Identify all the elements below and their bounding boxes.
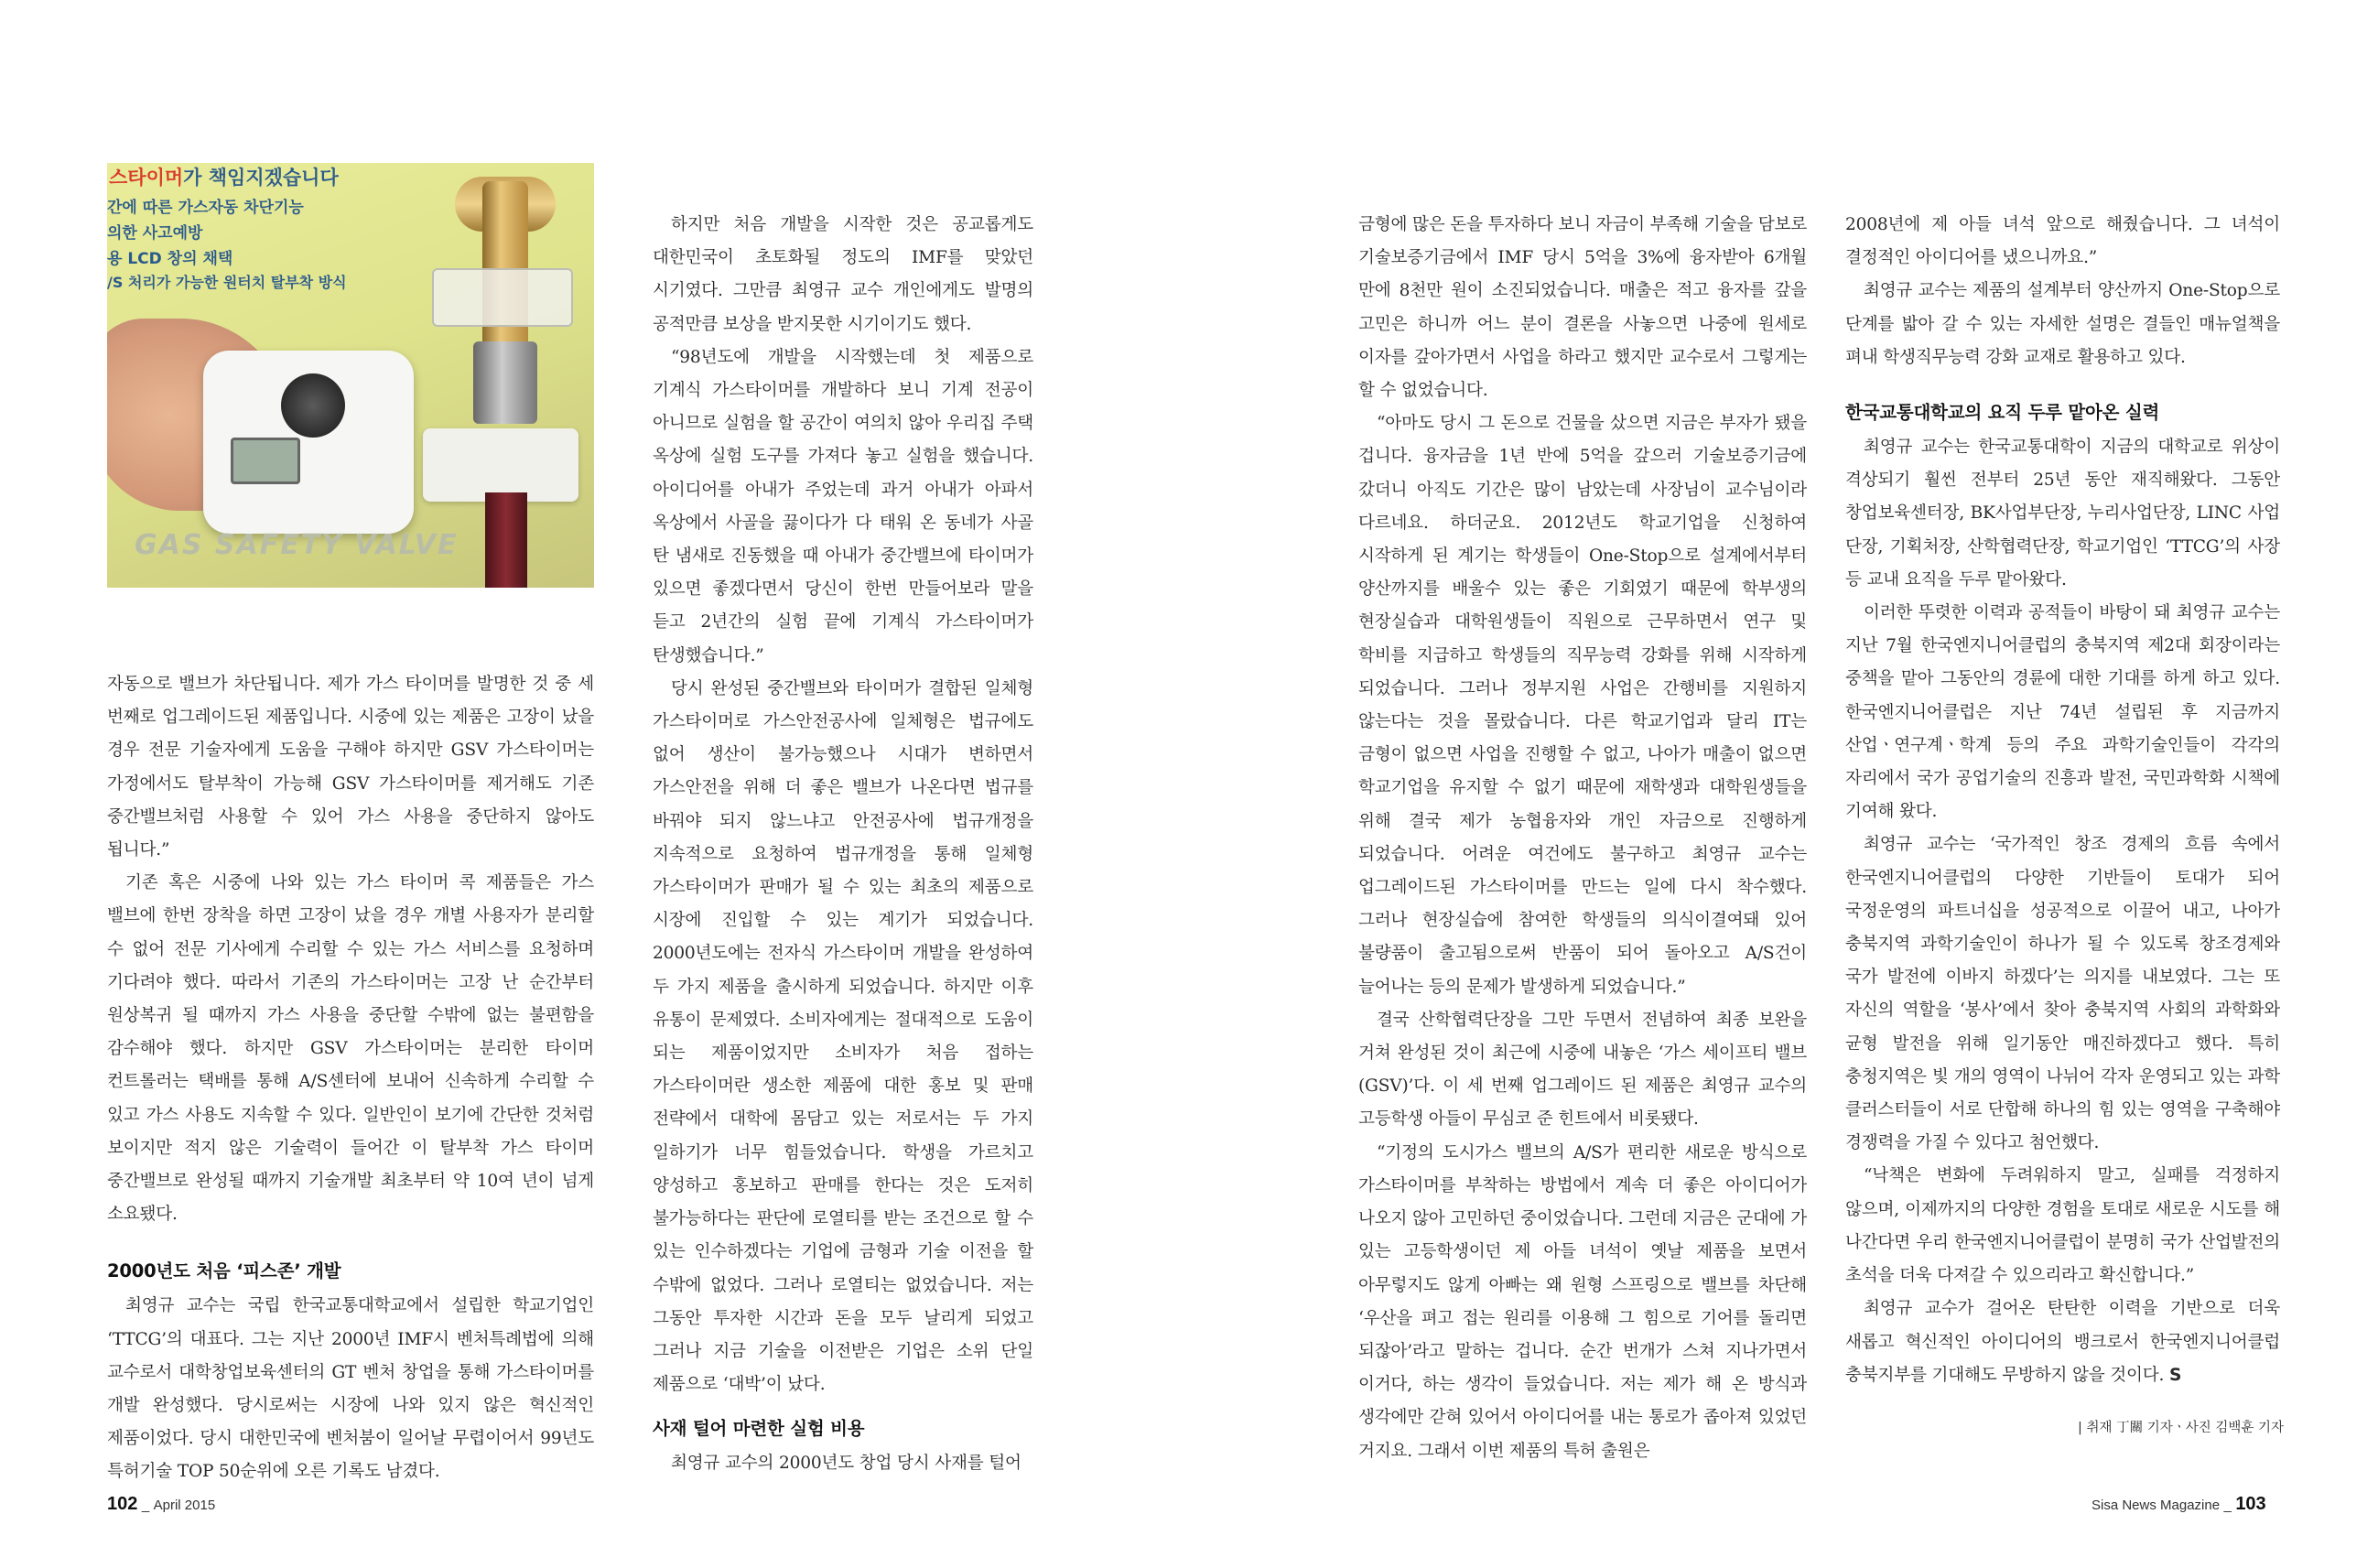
footer-separator: _ [141,1498,150,1513]
paragraph: 하지만 처음 개발을 시작한 것은 공교롭게도 대한민국이 초토화될 정도의 IMF를 맞았던 시기였다. 그만큼 최영규 교수 개인에게도 발명의 공적만큼 보상을 받지못한 시기이기도 했다. [653,215,1033,334]
poster-heading: 스타이머가 책임지겠습니다 [109,167,339,189]
section-heading: 한국교통대학교의 요직 두루 맡아온 실력 [1845,402,2160,424]
footer-separator: _ [2223,1498,2232,1513]
issue-date: April 2015 [153,1498,216,1513]
column-4 [1845,209,2280,1392]
column-3 [1358,209,1807,1468]
paragraph: “98년도에 개발을 시작했는데 첫 제품으로 기계식 가스타이머를 개발하다 보니 기계 전공이 아니므로 실험을 할 공간이 여의치 않아 우리집 주택 옥상에 실험 도구를 가져다 놓고 실험을 했습니다. 아이디어를 아내가 주었는데 과거 아내가 아파서 옥상에서 사골을 끓이다가 다 태워 온 동네가 사골 탄 냄새로 진동했을 때 아내가 중간밸브에 타이머가 있으면 좋겠다면서 당신이 한번 만들어보라 말을 듣고 2년간의 실험 끝에 기계식 가스타이머가 탄생했습니다.” [653,347,1033,665]
paragraph: 결국 산학협력단장을 그만 두면서 전념하여 최종 보완을 거쳐 완성된 것이 최근에 시중에 내놓은 ‘가스 세이프티 밸브(GSV)’다. 이 세 번째 업그레이드 된 제품은 최영규 교수의 고등학생 아들이 무심코 준 힌트에서 비롯됐다. [1358,1010,1807,1130]
paragraph: “낙책은 변화에 두려워하지 말고, 실패를 걱정하지 않으며, 이제까지의 다양한 경험을 토대로 새로운 시도를 해 나간다면 우리 한국엔지니어클럽이 분명히 국가 산업발전의 초석을 더욱 다져갈 수 있으리라고 확신합니다.” [1845,1166,2280,1286]
gas-hose [485,492,527,588]
paragraph-text: 최영규 교수가 걸어온 탄탄한 이력을 기반으로 더욱 새롭고 혁신적인 아이디어의 뱅크로서 한국엔지니어클럽 충북지부를 기대해도 무방하지 않을 것이다. [1845,1299,2280,1385]
footer-right [2092,1494,2266,1515]
paragraph: “기정의 도시가스 밸브의 A/S가 편리한 새로운 방식으로 가스타이머를 부착하는 방법에서 계속 더 좋은 아이디어가 나오지 않아 고민하던 중이었습니다. 그런데 지금은 군대에 가 있는 고등학생이던 제 아들 녀석이 옛날 제품을 보면서 아무렇지도 않게 아빠는 왜 원형 스프링으로 밸브를 차단해 ‘우산을 펴고 접는 원리를 이용해 그 힘으로 기어를 돌리면 되잖아’라고 말하는 겁니다. 순간 번개가 스쳐 지나가면서 이거다, 하는 생각이 들었습니다. 저는 제가 해 온 방식과 생각에만 갇혀 있어서 아이디어를 내는 통로가 좁아져 있었던 거지요. 그래서 이번 제품의 특허 출원은 [1358,1142,1807,1461]
column-2 [653,209,1033,1481]
pipe-nut [473,341,537,424]
page-number: 103 [2235,1494,2266,1514]
paragraph: “아마도 당시 그 돈으로 건물을 샀으면 지금은 부자가 됐을 겁니다. 융자금을 1년 반에 5억을 갚으러 기술보증기금에 갔더니 아직도 기간은 많이 남았는데 사장님이 교수님이라 다르네요. 하더군요. 2012년도 학교기업을 신청하여 시작하게 된 계기는 학생들이 One-Stop으로 설계에서부터 양산까지를 배울수 있는 좋은 기회였기 때문에 학부생의 현장실습과 대학원생들이 직원으로 근무하면서 연구 및 학비를 지급하고 학생들의 직무능력 강화를 위해 시작하게 되었습니다. 그러나 정부지원 사업은 간행비를 지원하지 않는다는 것을 몰랐습니다. 다른 학교기업과 달리 IT는 금형이 없으면 사업을 진행할 수 없고, 나아가 매출이 없으면 학교기업을 유지할 수 없기 때문에 재학생과 대학원생들을 위해 결국 제가 농협융자와 개인 자금으로 진행하게 되었습니다. 어려운 여건에도 불구하고 최영규 교수는 업그레이드된 가스타이머를 만드는 일에 다시 착수했다. 그러나 현장실습에 참여한 학생들의 의식이결여돼 있어 불량품이 출고됨으로써 반품이 되어 돌아오고 A/S건이 늘어나는 등의 문제가 발생하게 되었습니다.” [1358,414,1807,997]
poster-bottom-text: GAS SAFETY VALVE [135,529,459,561]
footer-left [107,1494,215,1515]
poster-line: 간에 따른 가스자동 차단기능 [107,199,304,217]
product-photo [107,163,594,588]
paragraph: 최영규 교수는 국립 한국교통대학교에서 설립한 학교기업인 ‘TTCG’의 대표다. 그는 지난 2000년 IMF시 벤처특례법에 의해 교수로서 대학창업보육센터의 GT 벤처 창업을 통해 가스타이머를 개발 완성했다. 당시로써는 시장에 나와 있지 않은 혁신적인 제품이었다. 당시 대한민국에 벤처붐이 일어날 무렵이어서 99년도 특허기술 TOP 50순위에 오른 기록도 남겼다. [107,1296,594,1482]
magazine-name: Sisa News Magazine [2092,1498,2221,1513]
paragraph: 금형에 많은 돈을 투자하다 보니 자금이 부족해 기술을 담보로 기술보증기금에서 IMF 당시 5억을 3%에 융자받아 6개월 만에 8천만 원이 소진되었습니다. 매출은 적고 융자를 갚을 고민은 하니까 어느 분이 결론을 사놓으면 나중에 원세로 이자를 갚아가면서 사업을 하라고 했지만 교수로서 그렇게는 할 수 없었습니다. [1358,215,1807,401]
timer-knob [281,373,345,438]
paragraph: 최영규 교수는 한국교통대학이 지금의 대학교로 위상이 격상되기 훨씬 전부터 25년 동안 재직해왔다. 그동안 창업보육센터장, BK사업부단장, 누리사업단장, LINC 사업 단장, 기획처장, 산학협력단장, 학교기업인 ‘TTCG’의 사장 등 교내 요직을 두루 맡아왔다. [1845,438,2280,589]
valve-box [423,428,578,502]
poster-line: 의한 사고예방 [107,224,203,243]
end-mark: S [2168,1365,2182,1385]
paragraph: 이러한 뚜렷한 이력과 공적들이 바탕이 돼 최영규 교수는 지난 7월 한국엔지니어클럽의 충북지역 제2대 회장이라는 중책을 맡아 그동안의 경륜에 대한 기대를 하게 하고 있다. 한국엔지니어클럽은 지난 74년 설립된 후 지금까지 산업ㆍ연구계ㆍ학계 등의 주요 과학기술인들이 각각의 자리에서 국가 공업기술의 진흥과 발전, 국민과학화 시책에 기여해 왔다. [1845,603,2280,822]
section-heading: 2000년도 처음 ‘피스존’ 개발 [107,1260,341,1282]
lcd-screen [231,438,300,484]
paragraph: 당시 완성된 중간밸브와 타이머가 결합된 일체형 가스타이머로 가스안전공사에 일체형은 법규에도 없어 생산이 불가능했으나 시대가 변하면서 가스안전을 위해 더 좋은 밸브가 나온다면 법규를 바꿔야 되지 않느냐고 안전공사에 법규개정을 지속적으로 요청하여 법규개정을 통해 일체형 가스타이머가 판매가 될 수 있는 최초의 제품으로 시장에 진입할 수 있는 계기가 되었습니다. 2000년도에는 전자식 가스타이머 개발을 완성하여 두 가지 제품을 출시하게 되었습니다. 하지만 이후 유통이 문제였다. 소비자에게는 절대적으로 도움이 되는 제품이었지만 소비자가 처음 접하는 가스타이머란 생소한 제품에 대한 홍보 및 판매 전략에서 대학에 몸담고 있는 저로서는 두 가지 일하기가 너무 힘들었습니다. 학생을 가르치고 양성하고 홍보하고 판매를 한다는 것은 도저히 불가능하다는 판단에 로열티를 받는 조건으로 할 수 있는 인수하겠다는 기업에 금형과 기술 이전을 할 수밖에 없었다. 그러나 로열티는 없었습니다. 저는 그동안 투자한 시간과 돈을 모두 날리게 되었고 그러나 지금 기술을 이전받은 기업은 소위 단일 제품으로 ‘대박’이 났다. [653,678,1033,1395]
page-number: 102 [107,1494,138,1514]
paragraph: 자동으로 밸브가 차단됩니다. 제가 가스 타이머를 발명한 것 중 세 번째로 업그레이드된 제품입니다. 시중에 있는 제품은 고장이 났을 경우 전문 기술자에게 도움을 구해야 하지만 GSV 가스타이머는 가정에서도 탈부착이 가능해 GSV 가스타이머를 제거해도 기존 중간밸브처럼 사용할 수 있어 가스 사용을 중단하지 않아도 됩니다.” [107,675,594,860]
paragraph [1845,1292,2280,1392]
section-heading: 사재 털어 마련한 실험 비용 [653,1418,865,1440]
credit-line: | 취재 丁關 기자ㆍ사진 김백훈 기자 [2078,1421,2285,1435]
column-1 [107,668,594,1489]
poster-line: 용 LCD 창의 채택 [107,250,233,268]
paragraph: 2008년에 제 아들 녀석 앞으로 해줬습니다. 그 녀석이 결정적인 아이디어를 냈으니까요.” [1845,215,2280,268]
paragraph: 최영규 교수는 ‘국가적인 창조 경제의 흐름 속에서 한국엔지니어클럽의 다양한 기반들이 토대가 되어 국정운영의 파트너십을 성공적으로 이끌어 내고, 나아가 충북지역 과학기술인이 하나가 될 수 있도록 창조경제와 국가 발전에 이바지 하겠다’는 의지를 내보였다. 그는 또 자신의 역할을 ‘봉사’에서 찾아 충북지역 사회의 과학화와 균형 발전을 위해 일기동안 매진하겠다고 했다. 특히 충청지역은 빛 개의 영역이 나뉘어 각자 운영되고 있는 과학 클러스터들이 서로 단합해 하나의 힘 있는 영역을 구축해야 경쟁력을 가질 수 있다고 첨언했다. [1845,835,2280,1153]
paragraph: 최영규 교수의 2000년도 창업 당시 사재를 털어 [671,1454,1021,1474]
paragraph: 기존 혹은 시중에 나와 있는 가스 타이머 콕 제품들은 가스 밸브에 한번 장착을 하면 고장이 났을 경우 개별 사용자가 분리할 수 없어 전문 기사에게 수리할 수 있는 가스 서비스를 요청하며 기다려야 했다. 따라서 기존의 가스타이머는 고장 난 순간부터 원상복귀 될 때까지 가스 사용을 중단할 수밖에 없는 불편함을 감수해야 했다. 하지만 GSV 가스타이머는 분리한 타이머 컨트롤러는 택배를 통해 A/S센터에 보내어 신속하게 수리할 수 있고 가스 사용도 지속할 수 있다. 일반인이 보기에 간단한 것처럼 보이지만 적지 않은 기술력이 들어간 이 탈부착 가스 타이머 중간밸브로 완성될 때까지 기술개발 최초부터 약 10여 년이 넘게 소요됐다. [107,873,594,1225]
poster-line: /S 처리가 가능한 원터치 탈부착 방식 [107,274,347,291]
paragraph: 최영규 교수는 제품의 설계부터 양산까지 One-Stop으로 단계를 밟아 갈 수 있는 자세한 설명은 결들인 매뉴얼책을 펴내 학생직무능력 강화 교재로 활용하고 있다. [1845,281,2280,367]
mount-bracket [432,268,573,327]
